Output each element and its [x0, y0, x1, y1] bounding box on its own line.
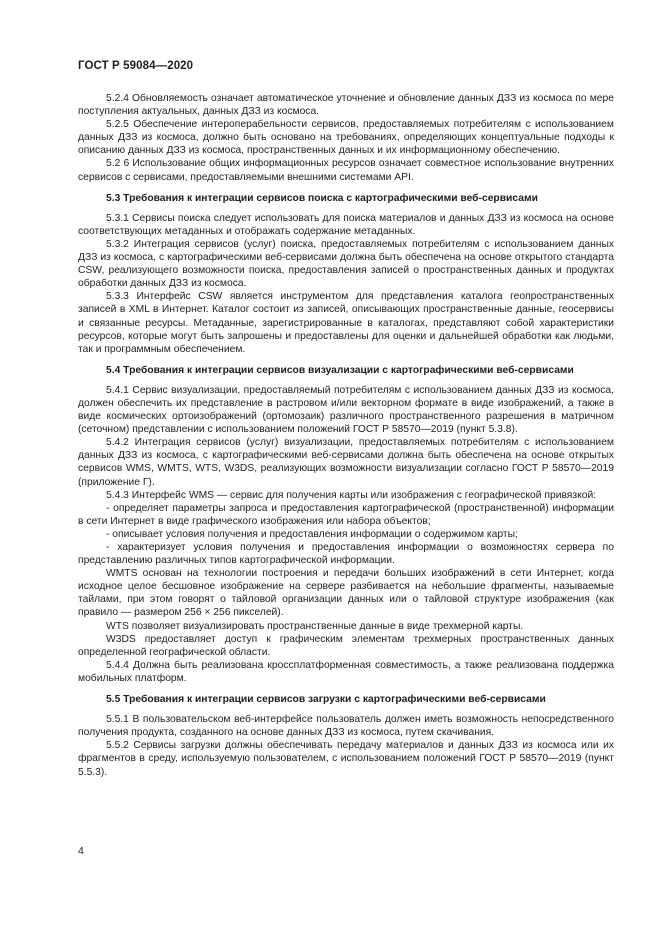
- document-body: [78, 92, 614, 779]
- paragraph-wmts: WMTS основан на технологии построения и передачи больших изображений в сети Интернет, когда исходное целое бесшовное изображение на сервере разбивается на небольшие фрагменты, называемые тайлами, при этом говорят о тайловой организации данных или о тайловой структуре изображения (как правило — размером 256 × 256 пикселей).: [78, 568, 614, 619]
- paragraph-5-2-4: 5.2.4 Обновляемость означает автоматическое уточнение и обновление данных ДЗЗ из космоса по мере поступления актуальных, данных ДЗЗ из космоса.: [78, 93, 614, 118]
- section-heading-5-3: 5.3 Требования к интеграции сервисов поиска с картографическими веб-сервисами: [106, 192, 538, 204]
- paragraph-5-3-2: 5.3.2 Интеграция сервисов (услуг) поиска, предоставляемых потребителям с использованием данных ДЗЗ из космоса, с картографическими веб-сервисами должна быть обеспечена на основе открытого стандарта CSW, реализующего возможности поиска, предоставления записей о пространственных данных и продуктах обработки данных ДЗЗ из космоса.: [78, 238, 614, 290]
- paragraph-wts: WTS позволяет визуализировать пространственные данные в виде трехмерной карты.: [106, 620, 524, 632]
- paragraph-5-4-3: 5.4.3 Интерфейс WMS — сервис для получения карты или изображения с географической привязкой:: [106, 489, 597, 501]
- list-item-wms-3: - характеризует условия получения и предоставления информации о возможностях сервера по представлению различных типов картографической информации.: [78, 542, 614, 567]
- paragraph-5-3-3: 5.3.3 Интерфейс CSW является инструментом для представления каталога геопространственных записей в XML в Интернет. Каталог состоит из записей, описывающих пространственные данные, геосервисы и связанные ресурсы. Метаданные, зарегистрированные в каталогах, представляют собой характеристики ресурсов, которые могут быть запрошены и предоставлены для оценки и дальнейшей обработки как людьми, так и программным обеспечением.: [78, 291, 614, 355]
- list-item-wms-1: - определяет параметры запроса и предоставления картографической (пространственной) информации в сети Интернет в виде графического изображения или набора объектов;: [78, 502, 614, 527]
- page-number: 4: [78, 845, 84, 857]
- section-heading-5-4: 5.4 Требования к интеграции сервисов визуализации с картографическими веб-сервисами: [106, 364, 574, 376]
- document-header: ГОСТ Р 59084—2020: [78, 60, 194, 72]
- section-heading-5-5: 5.5 Требования к интеграции сервисов загрузки с картографическими веб-сервисами: [106, 694, 546, 706]
- paragraph-5-2-5: 5.2.5 Обеспечение интероперабельности сервисов, предоставляемых потребителям с использованием данных ДЗЗ из космоса, должно быть основано на требованиях, определяющих концептуальные подходы к описанию данных ДЗЗ из космоса, пространственных данных и их информационному обеспечению.: [78, 119, 614, 157]
- paragraph-5-4-2: 5.4.2 Интеграция сервисов (услуг) визуализации, предоставляемых потребителям с использованием данных ДЗЗ из космоса, с картографическими веб-сервисами должна быть обеспечена на основе открытых сервисов WMS, WMTS, WTS, W3DS, реализующих возможности визуализации согласно ГОСТ Р 58570—2019 (приложение Г).: [78, 437, 614, 488]
- paragraph-5-5-1: 5.5.1 В пользовательском веб-интерфейсе пользователь должен иметь возможность непосредственного получения продукта, созданного на основе данных ДЗЗ из космоса, путем скачивания.: [78, 714, 614, 739]
- list-item-wms-2: - описывает условия получения и предоставления информации о содержимом карты;: [106, 528, 518, 540]
- paragraph-5-5-2: 5.5.2 Сервисы загрузки должны обеспечивать передачу материалов и данных ДЗЗ из космоса или их фрагментов в среду, используемую пользователем, с использованием положений ГОСТ Р 58570—2019 (пункт 5.5.3).: [78, 740, 614, 778]
- paragraph-5-4-4: 5.4.4 Должна быть реализована кроссплатформенная совместимость, а также реализована поддержка мобильных платформ.: [78, 659, 614, 684]
- paragraph-5-2-6: 5.2 6 Использование общих информационных ресурсов означает совместное использование внутренних сервисов с сервисами, предоставляемыми внешними системами API.: [78, 158, 614, 183]
- paragraph-5-4-1: 5.4.1 Сервис визуализации, предоставляемый потребителям с использованием данных ДЗЗ из космоса, должен обеспечить их представление в растровом и/или векторном формате в виде изображений, а также в виде космических ортоизображений (ортомозаик) различного пространственного разрешения в матричном (сеточном) представлении с использованием положений ГОСТ Р 58570—2019 (пункт 5.3.8).: [78, 384, 614, 436]
- paragraph-w3ds: W3DS предоставляет доступ к графическим элементам трехмерных пространственных данных определенной географической области.: [78, 633, 614, 658]
- paragraph-5-3-1: 5.3.1 Сервисы поиска следует использовать для поиска материалов и данных ДЗЗ из космоса на основе соответствующих метаданных и отображать содержание метаданных.: [78, 212, 614, 237]
